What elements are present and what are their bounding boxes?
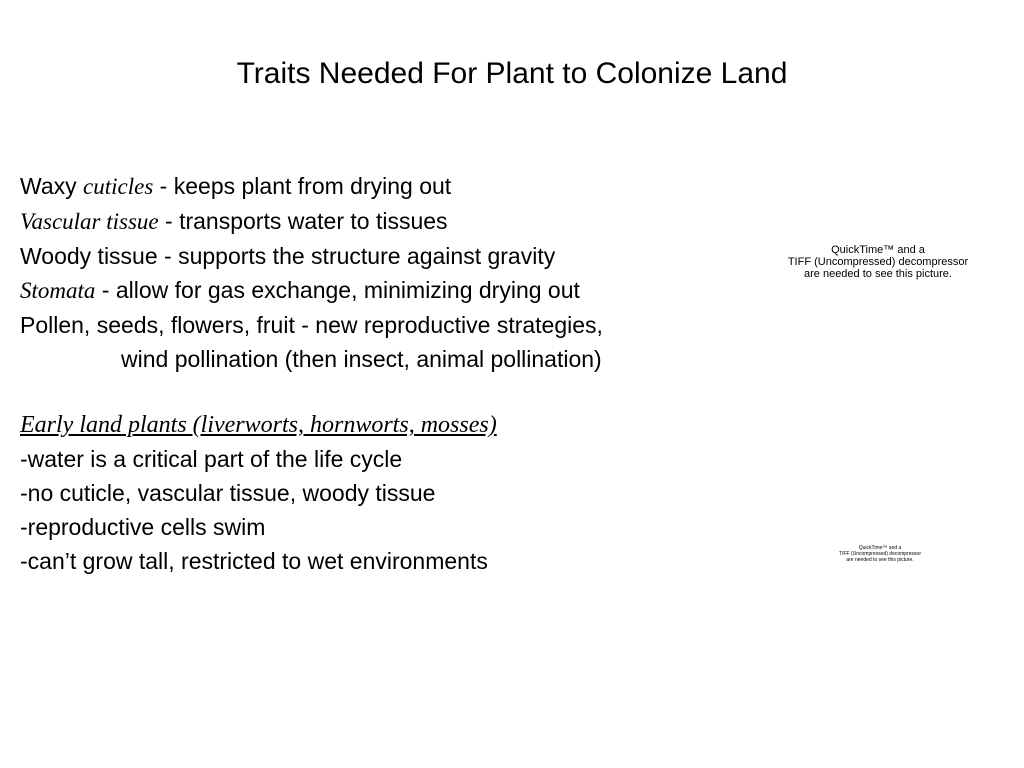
trait-stomata-term: Stomata xyxy=(20,278,96,303)
placeholder-line-1: QuickTime™ and a xyxy=(858,545,902,551)
trait-vascular-term: Vascular tissue xyxy=(20,209,159,234)
trait-cuticles-term: cuticles xyxy=(83,174,154,199)
placeholder-line-2: TIFF (Uncompressed) decompressor xyxy=(787,256,969,268)
traits-list xyxy=(20,169,750,376)
trait-cuticles xyxy=(20,169,750,204)
trait-vascular-description: - transports water to tissues xyxy=(158,208,448,234)
trait-cuticles-description: - keeps plant from drying out xyxy=(153,173,452,199)
placeholder-line-3: are needed to see this picture. xyxy=(846,557,914,563)
early-point-swim: -reproductive cells swim xyxy=(20,514,266,540)
placeholder-line-3: are needed to see this picture. xyxy=(804,268,952,280)
trait-stomata-description: - allow for gas exchange, minimizing drying out xyxy=(95,277,580,303)
quicktime-placeholder-large xyxy=(760,244,996,280)
early-land-plants-heading: Early land plants (liverworts, hornworts, mosses) xyxy=(20,412,497,438)
slide-title: Traits Needed For Plant to Colonize Land xyxy=(236,57,788,90)
quicktime-placeholder-small xyxy=(820,545,940,563)
trait-cuticles-prefix: Waxy xyxy=(20,173,84,199)
trait-vascular xyxy=(20,204,750,239)
trait-stomata xyxy=(20,273,750,308)
early-land-plants-section xyxy=(20,408,750,578)
trait-pollen: Pollen, seeds, flowers, fruit - new reproductive strategies, xyxy=(20,312,603,338)
early-point-no-cuticle: -no cuticle, vascular tissue, woody tissue xyxy=(20,480,436,506)
trait-woody: Woody tissue - supports the structure against gravity xyxy=(20,243,556,269)
placeholder-line-2: TIFF (Uncompressed) decompressor xyxy=(839,551,921,557)
early-point-water: -water is a critical part of the life cycle xyxy=(20,446,403,472)
early-point-wet-environments: -can’t grow tall, restricted to wet environments xyxy=(20,548,488,574)
placeholder-line-1: QuickTime™ and a xyxy=(831,244,925,256)
trait-pollination: wind pollination (then insect, animal pollination) xyxy=(121,346,602,372)
